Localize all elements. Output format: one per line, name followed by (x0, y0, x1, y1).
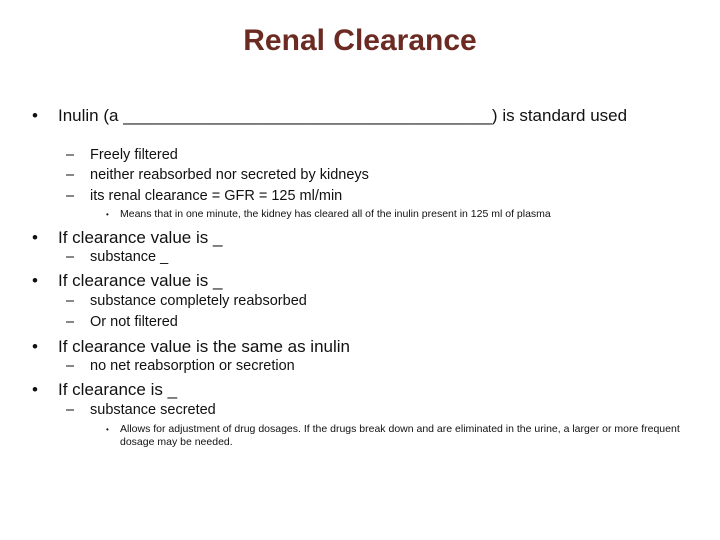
bullet-text: If clearance value is the same as inulin (58, 337, 350, 356)
sub-not-filtered (66, 313, 178, 332)
sub-completely (66, 292, 307, 311)
dash-marker: – (66, 188, 75, 204)
dash-marker: – (66, 402, 75, 418)
sub-text: its renal clearance = GFR = 125 ml/min (90, 188, 343, 204)
dash-marker: – (66, 358, 75, 374)
sub-freely-filtered (66, 146, 178, 165)
subsub-means-that (106, 208, 686, 221)
sub-text: Or not filtered (90, 314, 178, 330)
sub-substance (66, 248, 168, 267)
bullet-if-clearance (32, 379, 177, 400)
sub-no-net (66, 357, 295, 376)
sub-neither (66, 166, 369, 185)
sub-text: neither reabsorbed nor secreted by kidneys (90, 167, 369, 183)
bullet-marker: • (106, 425, 109, 434)
subsub-text: Allows for adjustment of drug dosages. If the drugs break down and are eliminated in the urine, a larger or more frequent dosage may be needed. (120, 423, 680, 448)
bullet-text: Inulin (a _______________________________________) is standard used (58, 106, 628, 125)
sub-text: Freely filtered (90, 147, 178, 163)
dash-marker: – (66, 293, 75, 309)
bullet-marker: • (32, 106, 38, 125)
sub-its-clearance (66, 187, 342, 206)
dash-marker: – (66, 314, 75, 330)
bullet-text: If clearance is _ (58, 380, 178, 399)
bullet-marker: • (106, 210, 109, 219)
sub-text: substance secreted (90, 402, 216, 418)
bullet-marker: • (32, 337, 38, 356)
bullet-if-same (32, 336, 350, 357)
sub-secreted (66, 401, 216, 420)
bullet-marker: • (32, 380, 38, 399)
dash-marker: – (66, 147, 75, 163)
bullet-if2 (32, 270, 222, 291)
bullet-text: If clearance value is _ (58, 271, 223, 290)
subsub-allows (106, 423, 686, 449)
bullet-text: If clearance value is _ (58, 228, 223, 247)
bullet-inulin (32, 105, 662, 126)
bullet-marker: • (32, 271, 38, 290)
sub-text: substance completely reabsorbed (90, 293, 307, 309)
sub-text: substance _ (90, 249, 169, 265)
slide-title: Renal Clearance (243, 24, 477, 57)
dash-marker: – (66, 249, 75, 265)
bullet-if1 (32, 227, 222, 248)
subsub-text: Means that in one minute, the kidney has cleared all of the inulin present in 125 ml of plasma (120, 208, 551, 220)
bullet-marker: • (32, 228, 38, 247)
dash-marker: – (66, 167, 75, 183)
sub-text: no net reabsorption or secretion (90, 358, 295, 374)
